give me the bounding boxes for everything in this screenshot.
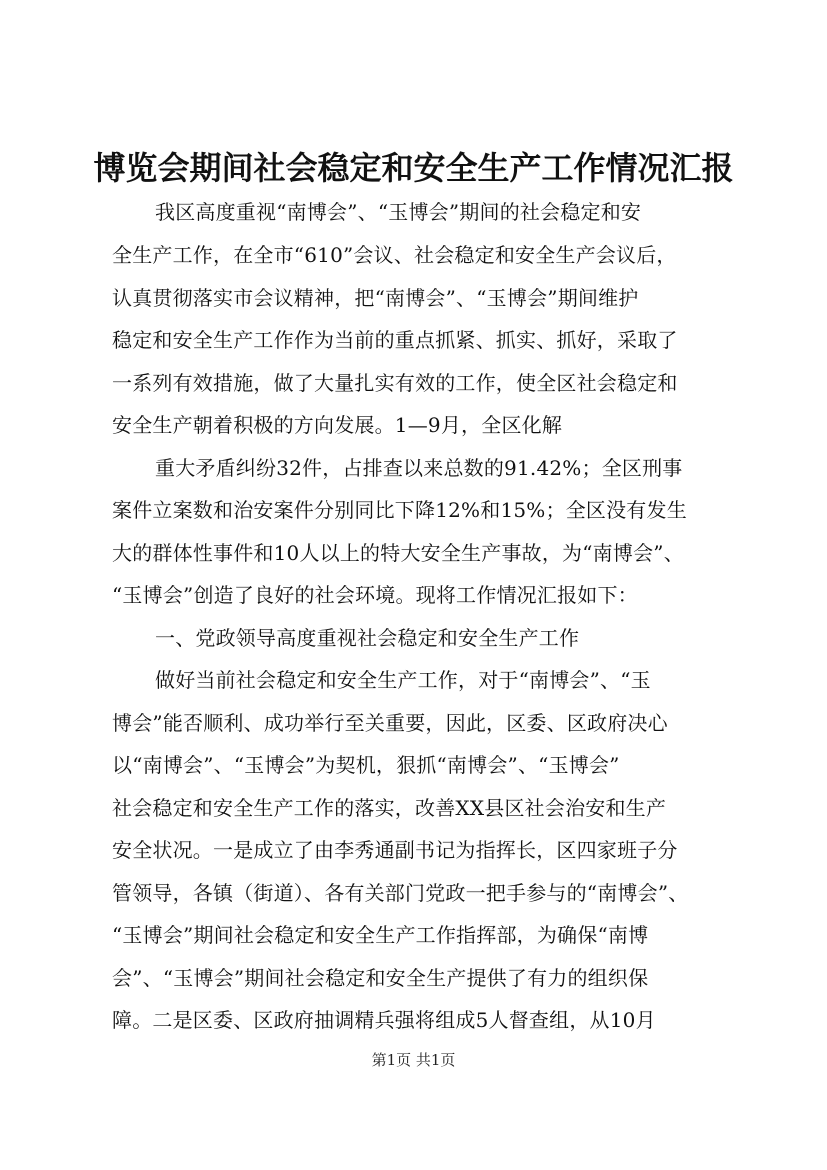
paragraph-line: “玉博会”期间社会稳定和安全生产工作指挥部，为确保“南博: [112, 923, 649, 947]
paragraph-line: 安全状况。一是成立了由李秀通副书记为指挥长，区四家班子分: [112, 838, 678, 862]
document-title: 博览会期间社会稳定和安全生产工作情况汇报: [93, 149, 734, 187]
paragraph-line: 大的群体性事件和10人以上的特大安全生产事故，为“南博会”、: [112, 541, 684, 565]
paragraph-line: 做好当前社会稳定和安全生产工作，对于“南博会”、“玉: [155, 668, 651, 692]
paragraph-line: 认真贯彻落实市会议精神，把“南博会”、“玉博会”期间维护: [112, 286, 639, 310]
paragraph-line: 一系列有效措施，做了大量扎实有效的工作，使全区社会稳定和: [112, 371, 678, 395]
page-footer: 第1页 共1页: [371, 1051, 456, 1069]
paragraph-line: “玉博会”创造了良好的社会环境。现将工作情况汇报如下：: [112, 583, 638, 607]
paragraph-line: 社会稳定和安全生产工作的落实，改善XX县区社会治安和生产: [112, 796, 667, 820]
paragraph-line: 以“南博会”、“玉博会”为契机，狠抓“南博会”、“玉博会”: [112, 753, 620, 777]
paragraph-line: 安全生产朝着积极的方向发展。1—9月，全区化解: [112, 413, 563, 437]
paragraph-line: 我区高度重视“南博会”、“玉博会”期间的社会稳定和安: [155, 200, 642, 224]
paragraph-line: 稳定和安全生产工作作为当前的重点抓紧、抓实、抓好，采取了: [112, 328, 678, 352]
paragraph-line: 全生产工作，在全市“610”会议、社会稳定和安全生产会议后，: [112, 243, 677, 267]
paragraph-line: 管领导，各镇（街道）、各有关部门党政一把手参与的“南博会”、: [112, 881, 689, 905]
section-heading: 一、党政领导高度重视社会稳定和安全生产工作: [155, 626, 580, 650]
paragraph-line: 障。二是区委、区政府抽调精兵强将组成5人督查组，从10月: [112, 1008, 656, 1032]
paragraph-line: 会”、“玉博会”期间社会稳定和安全生产提供了有力的组织保: [112, 966, 649, 990]
paragraph-line: 博会”能否顺利、成功举行至关重要，因此，区委、区政府决心: [112, 711, 668, 735]
paragraph-line: 案件立案数和治安案件分别同比下降12%和15%；全区没有发生: [112, 498, 687, 522]
paragraph-line: 重大矛盾纠纷32件，占排查以来总数的91.42%；全区刑事: [155, 456, 683, 480]
